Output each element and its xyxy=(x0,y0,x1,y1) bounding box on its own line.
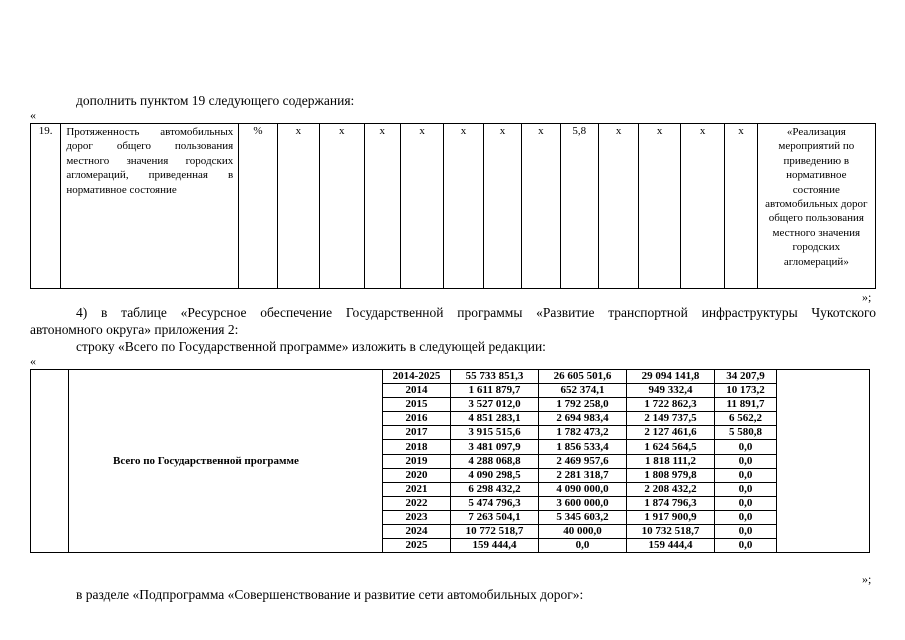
budget-cell: 2 149 737,5 xyxy=(627,412,715,426)
total-cell: 3 481 097,9 xyxy=(451,440,539,454)
budget-cell: 0,0 xyxy=(715,496,777,510)
budget-cell: 0,0 xyxy=(715,525,777,539)
row-instruction: строку «Всего по Государственной программе» изложить в следующей редакции: xyxy=(76,339,546,354)
total-cell: 6 298 432,2 xyxy=(451,482,539,496)
year-cell: 2014-2025 xyxy=(383,370,451,384)
budget-cell: 1 856 533,4 xyxy=(539,440,627,454)
total-cell: 10 772 518,7 xyxy=(451,525,539,539)
budget-cell: 1 818 111,2 xyxy=(627,454,715,468)
value-cell: 5,8 xyxy=(560,124,598,289)
resource-table xyxy=(30,369,870,553)
open-quote-1: « xyxy=(30,108,36,122)
budget-cell: 1 782 473,2 xyxy=(539,426,627,440)
total-cell: 1 611 879,7 xyxy=(451,384,539,398)
year-cell: 2025 xyxy=(383,539,451,553)
year-cell: 2018 xyxy=(383,440,451,454)
open-quote-2: « xyxy=(30,354,36,368)
budget-cell: 29 094 141,8 xyxy=(627,370,715,384)
budget-cell: 2 469 957,6 xyxy=(539,454,627,468)
value-cell: х xyxy=(400,124,443,289)
indicator-name: Протяженность автомобильных дорог общего пользования местного значения городских агломераций, приведенная в нормативное состояние xyxy=(61,124,239,289)
budget-cell: 26 605 501,6 xyxy=(539,370,627,384)
total-cell: 4 851 283,1 xyxy=(451,412,539,426)
year-cell: 2014 xyxy=(383,384,451,398)
budget-cell: 10 732 518,7 xyxy=(627,525,715,539)
year-cell: 2016 xyxy=(383,412,451,426)
total-cell: 5 474 796,3 xyxy=(451,496,539,510)
value-cell: х xyxy=(522,124,560,289)
total-cell: 55 733 851,3 xyxy=(451,370,539,384)
year-cell: 2020 xyxy=(383,468,451,482)
budget-cell: 0,0 xyxy=(539,539,627,553)
item4-line2: автономного округа» приложения 2: xyxy=(30,322,239,337)
intro-paragraph: дополнить пунктом 19 следующего содержания: xyxy=(76,93,355,108)
value-cell: х xyxy=(725,124,757,289)
budget-cell: 2 281 318,7 xyxy=(539,468,627,482)
close-quote-1: »; xyxy=(862,290,872,304)
budget-cell: 10 173,2 xyxy=(715,384,777,398)
budget-cell: 1 808 979,8 xyxy=(627,468,715,482)
budget-cell: 5 345 603,2 xyxy=(539,510,627,524)
empty-cell xyxy=(777,370,870,553)
value-cell: х xyxy=(483,124,521,289)
total-cell: 159 444,4 xyxy=(451,539,539,553)
budget-cell: 0,0 xyxy=(715,510,777,524)
total-cell: 4 288 068,8 xyxy=(451,454,539,468)
value-cell: х xyxy=(444,124,483,289)
final-paragraph: в разделе «Подпрограмма «Совершенствование и развитие сети автомобильных дорог»: xyxy=(76,587,584,602)
budget-cell: 11 891,7 xyxy=(715,398,777,412)
indicator-table xyxy=(30,123,876,289)
budget-cell: 34 207,9 xyxy=(715,370,777,384)
total-cell: 3 915 515,6 xyxy=(451,426,539,440)
budget-cell: 2 127 461,6 xyxy=(627,426,715,440)
total-cell: 3 527 012,0 xyxy=(451,398,539,412)
table-row xyxy=(31,124,876,289)
value-cell: х xyxy=(320,124,364,289)
budget-cell: 0,0 xyxy=(715,468,777,482)
value-cell: х xyxy=(639,124,680,289)
budget-cell: 0,0 xyxy=(715,440,777,454)
budget-cell: 2 694 983,4 xyxy=(539,412,627,426)
value-cell: х xyxy=(598,124,638,289)
budget-cell: 652 374,1 xyxy=(539,384,627,398)
budget-cell: 1 917 900,9 xyxy=(627,510,715,524)
budget-cell: 40 000,0 xyxy=(539,525,627,539)
budget-cell: 2 208 432,2 xyxy=(627,482,715,496)
total-cell: 4 090 298,5 xyxy=(451,468,539,482)
budget-cell: 1 874 796,3 xyxy=(627,496,715,510)
year-cell: 2015 xyxy=(383,398,451,412)
close-quote-2: »; xyxy=(862,572,872,586)
empty-cell xyxy=(31,370,69,553)
budget-cell: 949 332,4 xyxy=(627,384,715,398)
year-cell: 2021 xyxy=(383,482,451,496)
budget-cell: 1 722 862,3 xyxy=(627,398,715,412)
total-cell: 7 263 504,1 xyxy=(451,510,539,524)
budget-cell: 4 090 000,0 xyxy=(539,482,627,496)
value-cell: х xyxy=(277,124,319,289)
budget-cell: 5 580,8 xyxy=(715,426,777,440)
result-cell: «Реализация мероприятий по приведению в нормативное состояние автомобильных дорог общего пользования местного значения городских агломераций» xyxy=(757,124,875,289)
budget-cell: 0,0 xyxy=(715,482,777,496)
year-cell: 2017 xyxy=(383,426,451,440)
budget-cell: 0,0 xyxy=(715,539,777,553)
budget-cell: 159 444,4 xyxy=(627,539,715,553)
year-cell: 2023 xyxy=(383,510,451,524)
row-number: 19. xyxy=(31,124,61,289)
table-row xyxy=(31,370,870,384)
year-cell: 2019 xyxy=(383,454,451,468)
budget-cell: 1 792 258,0 xyxy=(539,398,627,412)
budget-cell: 0,0 xyxy=(715,454,777,468)
value-cell: х xyxy=(364,124,400,289)
year-cell: 2022 xyxy=(383,496,451,510)
unit-cell: % xyxy=(239,124,277,289)
item4-line1: 4) в таблице «Ресурсное обеспечение Государственной программы «Развитие транспортной инфраструктуры Чукотского xyxy=(76,305,876,320)
total-label: Всего по Государственной программе xyxy=(69,370,383,553)
budget-cell: 6 562,2 xyxy=(715,412,777,426)
year-cell: 2024 xyxy=(383,525,451,539)
value-cell: х xyxy=(680,124,724,289)
budget-cell: 1 624 564,5 xyxy=(627,440,715,454)
budget-cell: 3 600 000,0 xyxy=(539,496,627,510)
